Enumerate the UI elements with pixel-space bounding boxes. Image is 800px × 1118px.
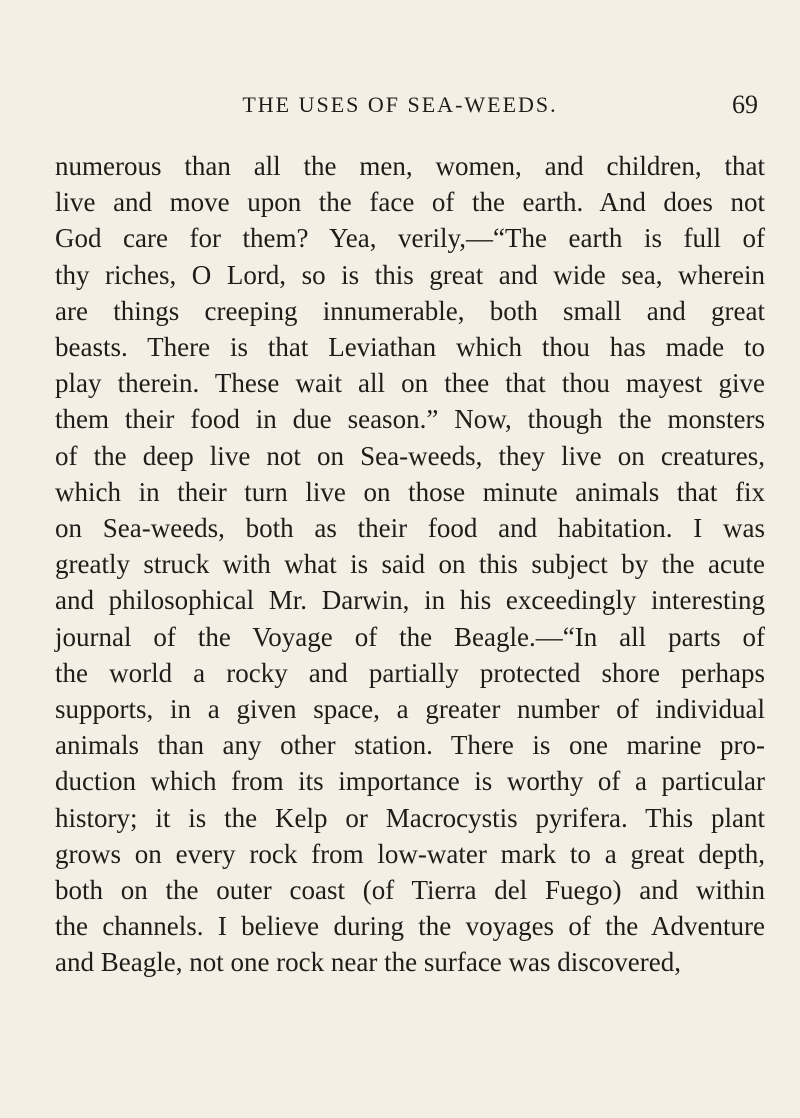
page-number: 69 [732, 90, 758, 119]
text-line: animals than any other station. There is one marine pro- [55, 730, 765, 761]
text-line: thy riches, O Lord, so is this great and wide sea, wherein [55, 259, 765, 290]
text-line: them their food in due season.” Now, though the monsters [55, 404, 765, 435]
text-line: on Sea-weeds, both as their food and habitation. I was [55, 513, 765, 544]
text-line: journal of the Voyage of the Beagle.—“In all parts of [55, 621, 765, 652]
text-line: greatly struck with what is said on this subject by the acute [55, 549, 765, 580]
text-line: and philosophical Mr. Darwin, in his exceedingly interesting [55, 585, 765, 616]
text-line: play therein. These wait all on thee that thou mayest give [55, 368, 765, 399]
text-line: of the deep live not on Sea-weeds, they live on creatures, [55, 440, 765, 471]
text-line: supports, in a given space, a greater number of individual [55, 694, 765, 725]
text-line: God care for them? Yea, verily,—“The earth is full of [55, 223, 765, 254]
text-line: history; it is the Kelp or Macrocystis pyrifera. This plant [55, 802, 765, 833]
text-line: both on the outer coast (of Tierra del Fuego) and within [55, 875, 765, 906]
text-line: the world a rocky and partially protected shore perhaps [55, 657, 765, 688]
text-line: duction which from its importance is worthy of a particular [55, 766, 765, 797]
text-line: live and move upon the face of the earth. And does not [55, 187, 765, 218]
text-line: which in their turn live on those minute animals that fix [55, 476, 765, 507]
running-head [0, 88, 800, 128]
text-line: grows on every rock from low-water mark to a great depth, [55, 838, 765, 869]
text-line: numerous than all the men, women, and children, that [55, 151, 765, 181]
body-text [55, 148, 765, 981]
text-line: the channels. I believe during the voyages of the Adventure [55, 911, 765, 942]
text-line: are things creeping innumerable, both small and great [55, 295, 765, 326]
running-title: THE USES OF SEA-WEEDS. [242, 92, 558, 117]
text-line: and Beagle, not one rock near the surface was discovered, [55, 947, 681, 978]
text-line: beasts. There is that Leviathan which thou has made to [55, 332, 765, 363]
